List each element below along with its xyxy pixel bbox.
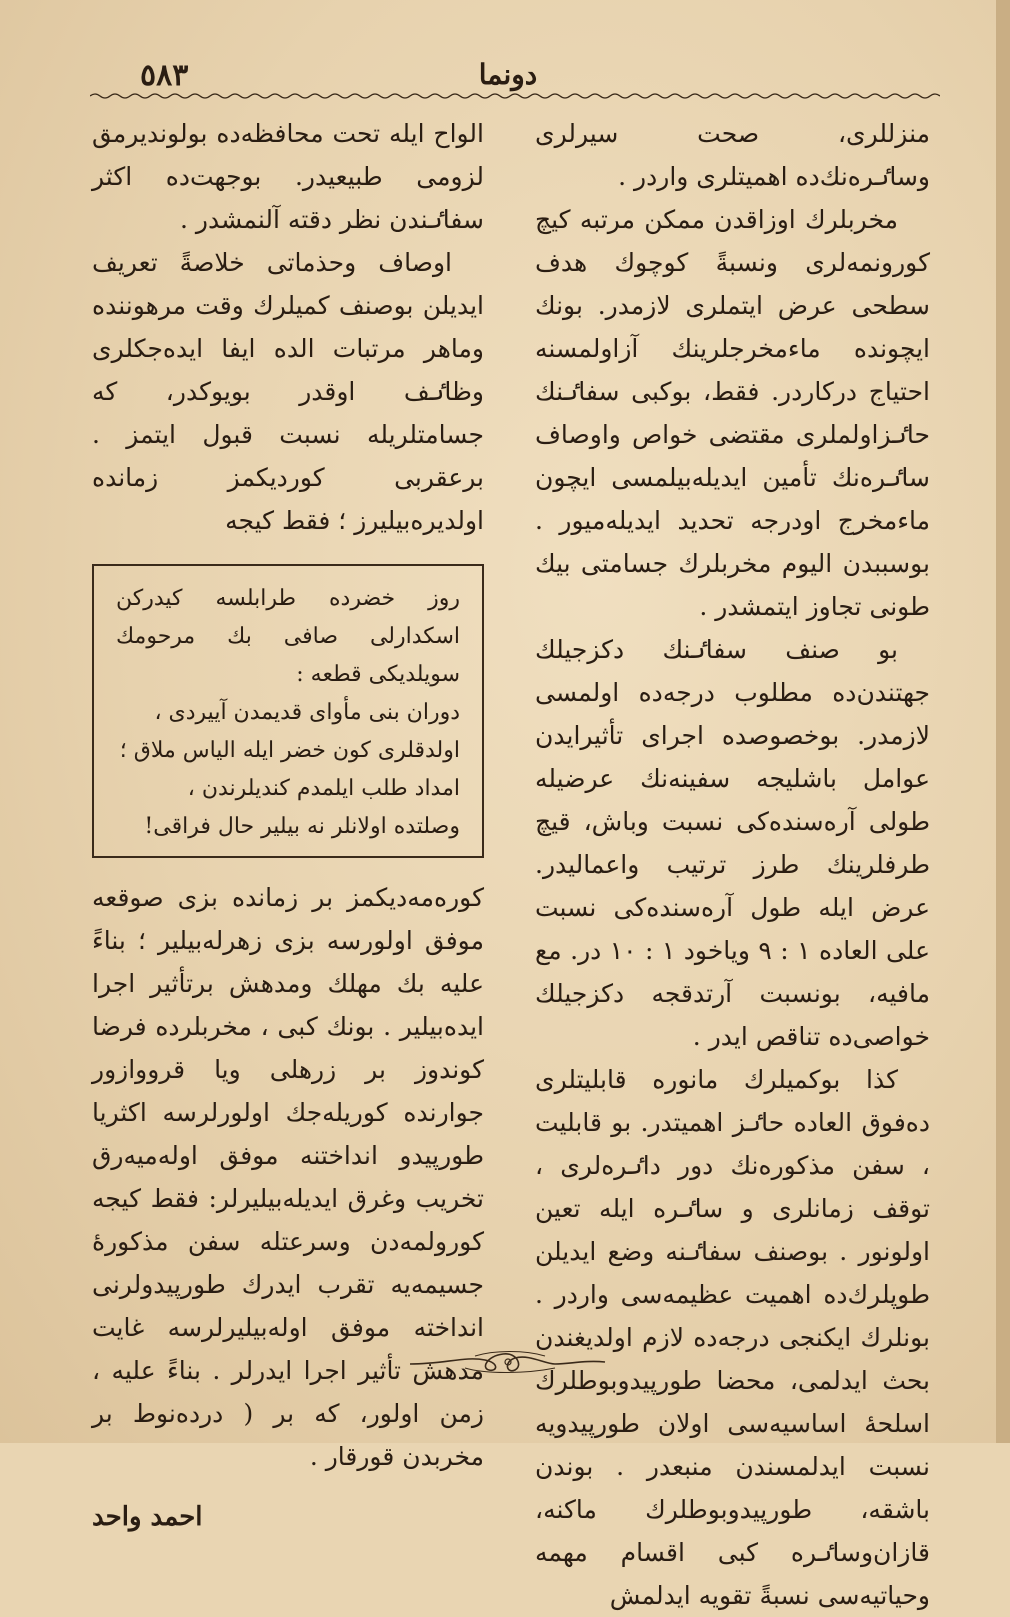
header-divider xyxy=(90,92,940,100)
left-para-2: اوصاف وحذماتی خلاصةً تعریف ایدیلن بوصنف كمیلرك وقت مرهوننده وماهر مرتبات الده ایفا ایده‌جكلری وظاٸف اوقدر بویوكدر، كه جسامتلریله نسبت قبول ایتمز . برعقربی كوردیكمز زمانده اولدیره‌بیلیرز ؛ فقط كیجه xyxy=(92,248,484,535)
left-column xyxy=(92,112,484,1539)
poem-line-4: وصلتده اولانلر نه بیلیر حال فراقی! xyxy=(144,814,460,839)
right-para-2: مخربلرك اوزاقدن ممكن مرتبه كیچ كورونمه‌لری ونسبةً كوچوك هدف سطحی عرض ایتملری لازمدر. بونك ایچونده ماءمخرجلرینك آزاولمسنه احتیاج دركاردر. فقط، بوكبی سفاٸنك حاٸزاولملری مقتضی خواص واوصاف ساٸره‌نك تأمین ایدیله‌بیلمسی ایچون ماءمخرج اودرجه تحدید ایدیله‌میور . بوسببدن الیوم مخربلرك جسامتی بیك طونی تجاوز ایتمشدر . xyxy=(535,205,930,621)
page-number: ٥٨٣ xyxy=(140,58,189,93)
right-para-1: منزللری، صحت سیرلری وساٸره‌نك‌ده اهمیتلری واردر . xyxy=(535,119,930,191)
left-para-3: كوره‌مه‌دیكمز بر زمانده بزی صوقعه موفق اولورسه بزی زهرله‌بیلیر ؛ بناءً علیه بك مهلك ومدهش برتأثیر اجرا ایده‌بیلیر . بونك كبی ، مخربلرده فرضا كوندوز بر زرهلی ویا قرووازور جوارنده كوریله‌جك اولورلرسه اكثریا طورپیدو انداختنه موفق اوله‌میه‌رق تخریب وغرق ایدیله‌بیلیرلر: فقط كیجه كورولمه‌دن وسرعتله سفن مذكورهٔ جسیمه‌یه تقرب ایدرك طورپیدولرنی انداخته موفق اوله‌بیلیرلرسه غایت مدهش تأثیر اجرا ایدرلر . بناءً علیه ، زمن اولور، كه بر ( درده‌نوط بر مخربدن قورقار . xyxy=(92,883,484,1471)
poem-line-1: دوران بنی مأوای قدیمدن آییردی ، xyxy=(154,700,460,725)
running-title: دونما xyxy=(478,58,538,91)
poem-intro: روز خضرده طرابلسه كیدركن اسكدارلی صافی بك مرحومك سویلدیكی قطعه : xyxy=(116,586,460,687)
poem-line-2: اولدقلری كون خضر ایله الیاس ملاق ؛ xyxy=(119,738,460,763)
right-column xyxy=(535,112,930,1617)
author-signature: احمد واحد xyxy=(92,1502,203,1532)
poem-line-3: امداد طلب ایلمدم كندیلرندن ، xyxy=(187,776,460,801)
page-header xyxy=(90,56,926,96)
right-para-3: بو صنف سفاٸنك دكزجیلك جهتندن‌ده مطلوب درجه‌ده اولمسی لازمدر. بوخصوصده اجرای تأثیرایدن عوامل باشلیجه سفینه‌نك عرضیله طولی آره‌سنده‌كی نسبت وباش، قیچ طرفلرینك طرز ترتیب واعمالیدر. عرض ایله طول آره‌سنده‌كی نسبت علی العاده ١ : ٩ ویاخود ١ : ١٠ در. مع مافیه، بونسبت آرتدقجه دكزجیلك خواصی‌ده تناقص ایدر . xyxy=(535,635,930,1051)
poem-box xyxy=(92,564,484,858)
left-para-1: الواح ایله تحت محافظه‌ده بولوندیرمق لزومی طبیعیدر. بوجهت‌ده اكثر سفاٸندن نظر دقته آلنمشدر . xyxy=(92,119,484,234)
ornament-divider-icon xyxy=(405,1342,610,1382)
right-para-4: كذا بوكمیلرك مانوره قابلیتلری ده‌فوق العاده حاٸز اهمیتدر. بو قابلیت ، سفن مذكوره‌نك دور داٸره‌لری ، توقف زمانلری و ساٸره ایله تعین اولونور . بوصنف سفاٸنه وضع ایدیلن طوپلرك‌ده اهمیت عظیمه‌سی واردر . بونلرك ایكنجی درجه‌ده لازم اولدیغندن بحث ایدلمی، محضا طورپیدوبوطلرك اسلحهٔ اساسیه‌سی اولان طورپیدویه نسبت ایدلمسندن منبعدر . بوندن باشقه، طورپیدوبوطلرك ماكنه، قازان‌وساٸره كبی اقسام مهمه وحیاتیه‌سی نسبةً تقویه ایدلمش xyxy=(535,1065,930,1610)
